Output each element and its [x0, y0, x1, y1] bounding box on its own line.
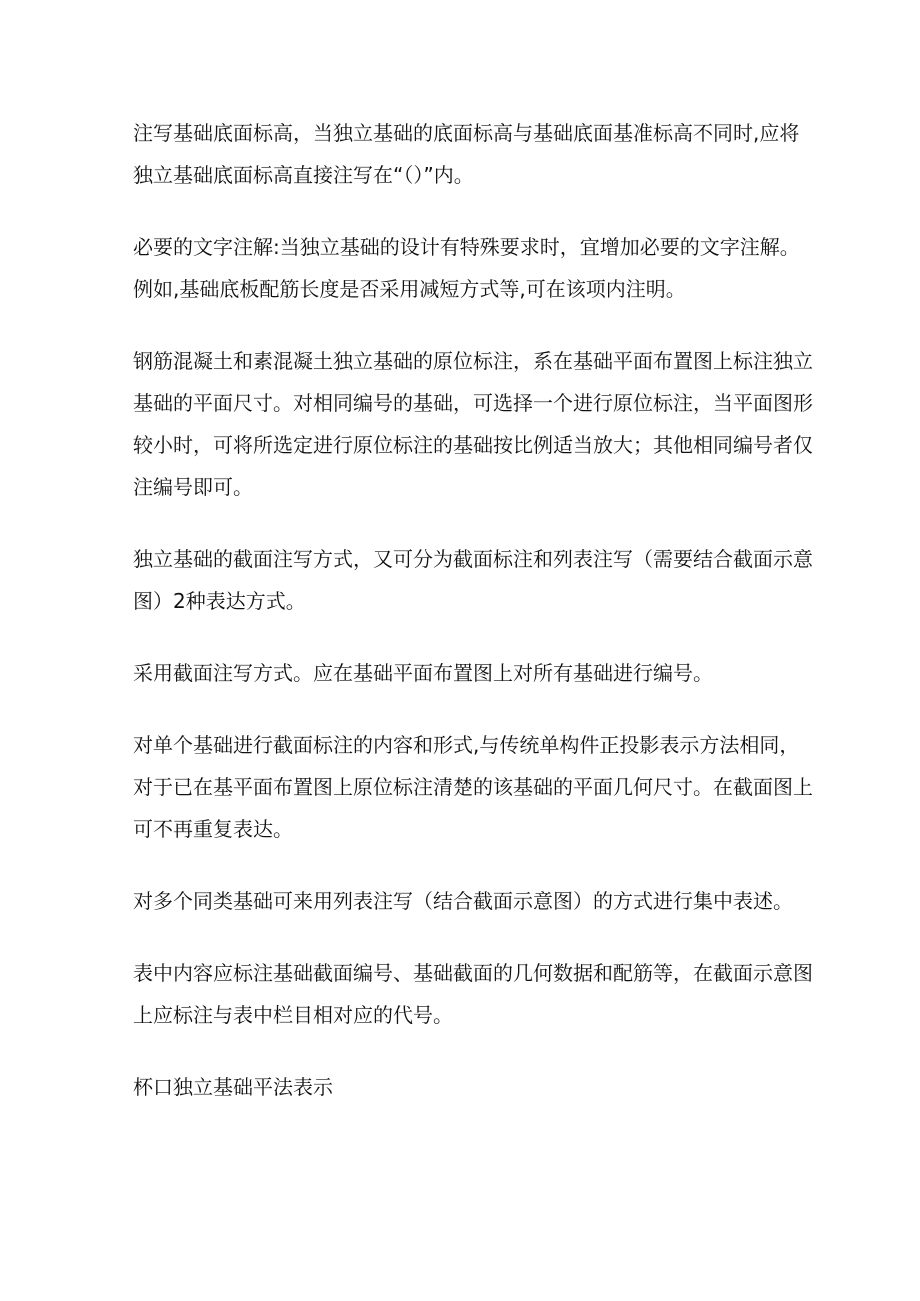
paragraph-table-content: 表中内容应标注基础截面编号、基础截面的几何数据和配筋等，在截面示意图上应标注与表中栏目相对应的代号。: [133, 961, 813, 1027]
paragraph-multiple-foundations: 对多个同类基础可来用列表注写（结合截面示意图）的方式进行集中表述。: [133, 889, 793, 913]
document-body: [133, 112, 813, 1108]
paragraph-text-notes: 必要的文字注解:当独立基础的设计有特殊要求时，宜增加必要的文字注解。例如,基础底板配筋长度是否采用减短方式等,可在该项内注明。: [133, 235, 800, 301]
paragraph-single-foundation: 对单个基础进行截面标注的内容和形式,与传统单构件正投影表示方法相同，对于已在基平面布置图上原位标注清楚的该基础的平面几何尺寸。在截面图上可不再重复表达。: [133, 733, 813, 841]
paragraph-in-situ-annotation: 钢筋混凝土和素混凝土独立基础的原位标注，系在基础平面布置图上标注独立基础的平面尺寸。对相同编号的基础，可选择一个进行原位标注，当平面图形较小时，可将所选定进行原位标注的基础按比例适当放大；其他相同编号者仅注编号即可。: [133, 349, 813, 499]
paragraph-base-elevation: 注写基础底面标高，当独立基础的底面标高与基础底面基准标高不同时,应将独立基础底面标高直接注写在“（）”内。: [133, 121, 800, 187]
paragraph-section-numbering: 采用截面注写方式。应在基础平面布置图上对所有基础进行编号。: [133, 661, 713, 685]
section-heading-cup-foundation: 杯口独立基础平法表示: [133, 1075, 333, 1099]
paragraph-section-methods: 独立基础的截面注写方式，又可分为截面标注和列表注写（需要结合截面示意图）2种表达方式。: [133, 547, 813, 613]
